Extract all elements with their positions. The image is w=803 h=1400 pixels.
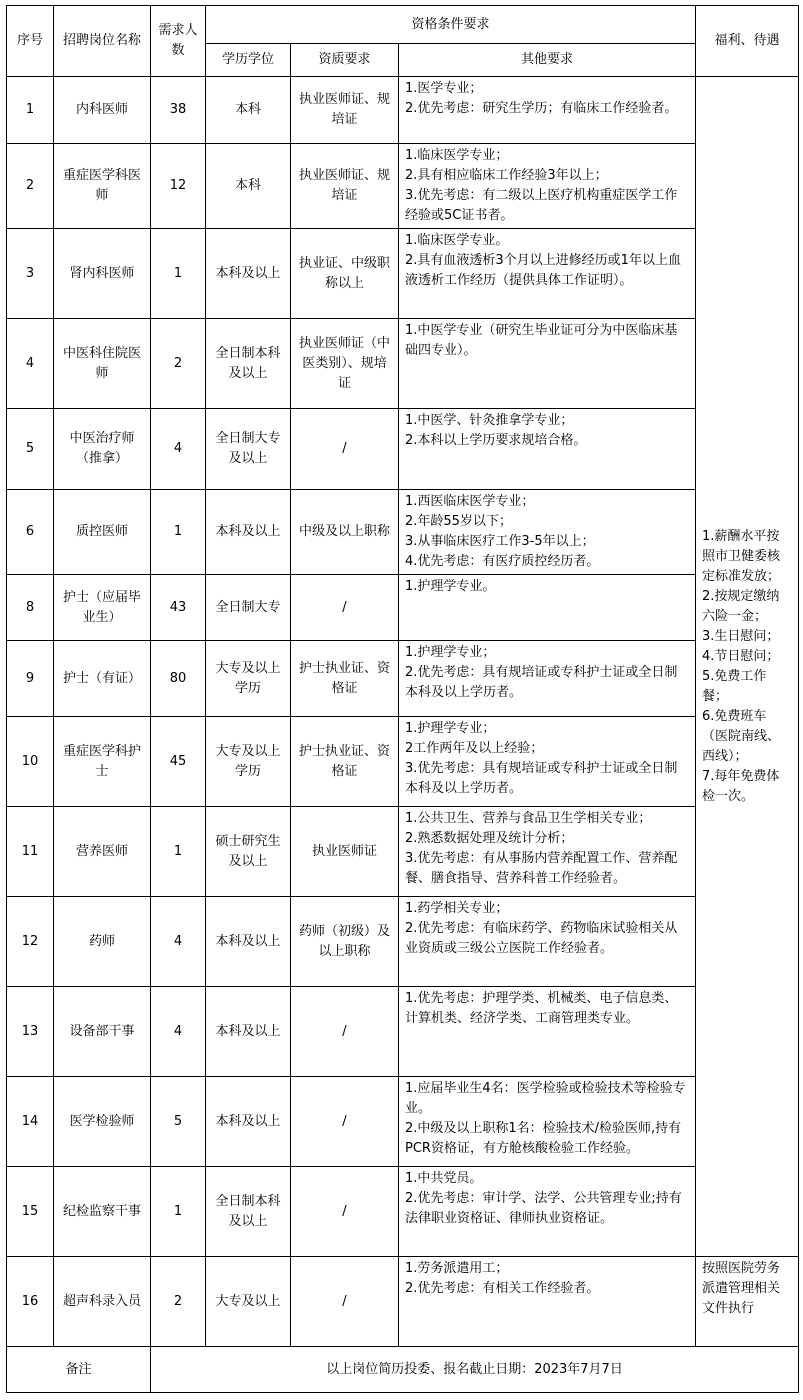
cell-cert: / (291, 409, 399, 490)
cell-seq: 11 (7, 807, 54, 897)
header-count: 需求人数 (151, 6, 206, 77)
cell-seq: 13 (7, 987, 54, 1077)
cell-cert: 执业医师证、规培证 (291, 144, 399, 229)
cell-degree: 大专及以上学历 (206, 717, 291, 807)
cell-position: 中医科住院医师 (54, 319, 151, 409)
cell-position: 护士（应届毕业生） (54, 575, 151, 641)
cell-other: 1.护理学专业； 2工作两年及以上经验； 3.优先考虑：具有规培证或专科护士证或全日制本科及以上学历者。 (399, 717, 696, 807)
table-row (7, 490, 799, 575)
table-row (7, 575, 799, 641)
header-degree: 学历学位 (206, 44, 291, 77)
cell-other: 1.应届毕业生4名：医学检验或检验技术等检验专业。 2.中级及以上职称1名：检验技术/检验医师,持有PCR资格证，有方舱核酸检验工作经验。 (399, 1077, 696, 1167)
cell-count: 38 (151, 77, 206, 144)
cell-position: 纪检监察干事 (54, 1167, 151, 1257)
cell-other: 1.中医学、针灸推拿学专业； 2.本科以上学历要求规培合格。 (399, 409, 696, 490)
benefits-main: 1.薪酬水平按照市卫健委核定标准发放； 2.按规定缴纳六险一金； 3.生日慰问； 4.节日慰问； 5.免费工作餐； 6.免费班车（医院南线、西线）； 7.每年免费体检一次。 (696, 77, 799, 1257)
cell-seq: 2 (7, 144, 54, 229)
cell-other: 1.优先考虑：护理学类、机械类、电子信息类、计算机类、经济学类、工商管理类专业。 (399, 987, 696, 1077)
cell-cert: 执业医师证（中医类别）、规培证 (291, 319, 399, 409)
cell-count: 5 (151, 1077, 206, 1167)
cell-degree: 本科及以上 (206, 490, 291, 575)
table-row (7, 1167, 799, 1257)
cell-other: 1.护理学专业。 (399, 575, 696, 641)
table-row (7, 987, 799, 1077)
cell-cert: / (291, 1167, 399, 1257)
cell-cert: 执业证、中级职称以上 (291, 229, 399, 319)
cell-count: 4 (151, 897, 206, 987)
cell-count: 45 (151, 717, 206, 807)
cell-count: 1 (151, 229, 206, 319)
table-row (7, 409, 799, 490)
header-qualifications: 资格条件要求 (206, 6, 696, 44)
cell-degree: 大专及以上学历 (206, 641, 291, 717)
cell-seq: 9 (7, 641, 54, 717)
cell-other: 1.临床医学专业。 2.具有血液透析3个月以上进修经历或1年以上血液透析工作经历（提供具体工作证明）。 (399, 229, 696, 319)
cell-degree: 全日制大专及以上 (206, 409, 291, 490)
cell-cert: 执业医师证 (291, 807, 399, 897)
cell-seq: 14 (7, 1077, 54, 1167)
header-benefits: 福利、待遇 (696, 6, 799, 77)
cell-other: 1.药学相关专业； 2.优先考虑：有临床药学、药物临床试验相关从业资质或三级公立医院工作经验者。 (399, 897, 696, 987)
cell-seq: 10 (7, 717, 54, 807)
cell-count: 1 (151, 807, 206, 897)
cell-cert: 执业医师证、规培证 (291, 77, 399, 144)
table-row (7, 1257, 799, 1347)
header-seq: 序号 (7, 6, 54, 77)
cell-other: 1.中医学专业（研究生毕业证可分为中医临床基础四专业）。 (399, 319, 696, 409)
cell-position: 质控医师 (54, 490, 151, 575)
cell-position: 中医治疗师（推拿） (54, 409, 151, 490)
table-row (7, 1077, 799, 1167)
table-row (7, 229, 799, 319)
table-row (7, 319, 799, 409)
cell-seq: 3 (7, 229, 54, 319)
cell-other: 1.护理学专业； 2.优先考虑：具有规培证或专科护士证或全日制本科及以上学历者。 (399, 641, 696, 717)
cell-other: 1.西医临床医学专业； 2.年龄55岁以下； 3.从事临床医疗工作3-5年以上； 4.优先考虑：有医疗质控经历者。 (399, 490, 696, 575)
cell-seq: 16 (7, 1257, 54, 1347)
cell-position: 护士（有证） (54, 641, 151, 717)
cell-count: 43 (151, 575, 206, 641)
header-certification: 资质要求 (291, 44, 399, 77)
cell-count: 2 (151, 1257, 206, 1347)
footer-note: 以上岗位简历投委、报名截止日期：2023年7月7日 (151, 1347, 799, 1393)
cell-position: 内科医师 (54, 77, 151, 144)
cell-seq: 1 (7, 77, 54, 144)
table-row (7, 144, 799, 229)
cell-count: 12 (151, 144, 206, 229)
benefits-last: 按照医院劳务派遣管理相关文件执行 (696, 1257, 799, 1347)
cell-seq: 15 (7, 1167, 54, 1257)
cell-seq: 5 (7, 409, 54, 490)
cell-count: 4 (151, 409, 206, 490)
cell-cert: 中级及以上职称 (291, 490, 399, 575)
cell-other: 1.医学专业； 2.优先考虑：研究生学历；有临床工作经验者。 (399, 77, 696, 144)
table-row (7, 717, 799, 807)
cell-seq: 8 (7, 575, 54, 641)
cell-cert: / (291, 1077, 399, 1167)
cell-degree: 全日制大专 (206, 575, 291, 641)
cell-position: 药师 (54, 897, 151, 987)
cell-position: 重症医学科医师 (54, 144, 151, 229)
cell-degree: 本科及以上 (206, 897, 291, 987)
cell-position: 超声科录入员 (54, 1257, 151, 1347)
cell-position: 设备部干事 (54, 987, 151, 1077)
cell-cert: 药师（初级）及以上职称 (291, 897, 399, 987)
table-row (7, 1347, 799, 1393)
cell-count: 1 (151, 1167, 206, 1257)
cell-other: 1.中共党员。 2.优先考虑：审计学、法学、公共管理专业;持有法律职业资格证、律师执业资格证。 (399, 1167, 696, 1257)
cell-position: 肾内科医师 (54, 229, 151, 319)
cell-position: 医学检验师 (54, 1077, 151, 1167)
footer-label: 备注 (7, 1347, 151, 1393)
cell-degree: 本科 (206, 144, 291, 229)
cell-count: 4 (151, 987, 206, 1077)
header-position: 招聘岗位名称 (54, 6, 151, 77)
header-other: 其他要求 (399, 44, 696, 77)
cell-other: 1.公共卫生、营养与食品卫生学相关专业； 2.熟悉数据处理及统计分析； 3.优先考虑：有从事肠内营养配置工作、营养配餐、膳食指导、营养科普工作经验者。 (399, 807, 696, 897)
table-row (7, 807, 799, 897)
cell-cert: / (291, 1257, 399, 1347)
cell-degree: 全日制本科及以上 (206, 1167, 291, 1257)
cell-seq: 6 (7, 490, 54, 575)
table-row (7, 897, 799, 987)
table-row (7, 641, 799, 717)
cell-count: 1 (151, 490, 206, 575)
cell-other: 1.临床医学专业； 2.具有相应临床工作经验3年以上； 3.优先考虑：有二级以上医疗机构重症医学工作经验或5C证书者。 (399, 144, 696, 229)
cell-degree: 本科及以上 (206, 229, 291, 319)
cell-seq: 12 (7, 897, 54, 987)
cell-position: 重症医学科护士 (54, 717, 151, 807)
cell-cert: 护士执业证、资格证 (291, 641, 399, 717)
cell-position: 营养医师 (54, 807, 151, 897)
cell-degree: 大专及以上 (206, 1257, 291, 1347)
cell-degree: 本科及以上 (206, 1077, 291, 1167)
cell-cert: 护士执业证、资格证 (291, 717, 399, 807)
cell-degree: 本科及以上 (206, 987, 291, 1077)
cell-count: 2 (151, 319, 206, 409)
cell-cert: / (291, 575, 399, 641)
cell-cert: / (291, 987, 399, 1077)
cell-other: 1.劳务派遣用工； 2.优先考虑：有相关工作经验者。 (399, 1257, 696, 1347)
cell-degree: 硕士研究生及以上 (206, 807, 291, 897)
cell-count: 80 (151, 641, 206, 717)
recruitment-table (6, 5, 799, 1393)
cell-degree: 本科 (206, 77, 291, 144)
cell-seq: 4 (7, 319, 54, 409)
table-row (7, 77, 799, 144)
cell-degree: 全日制本科及以上 (206, 319, 291, 409)
